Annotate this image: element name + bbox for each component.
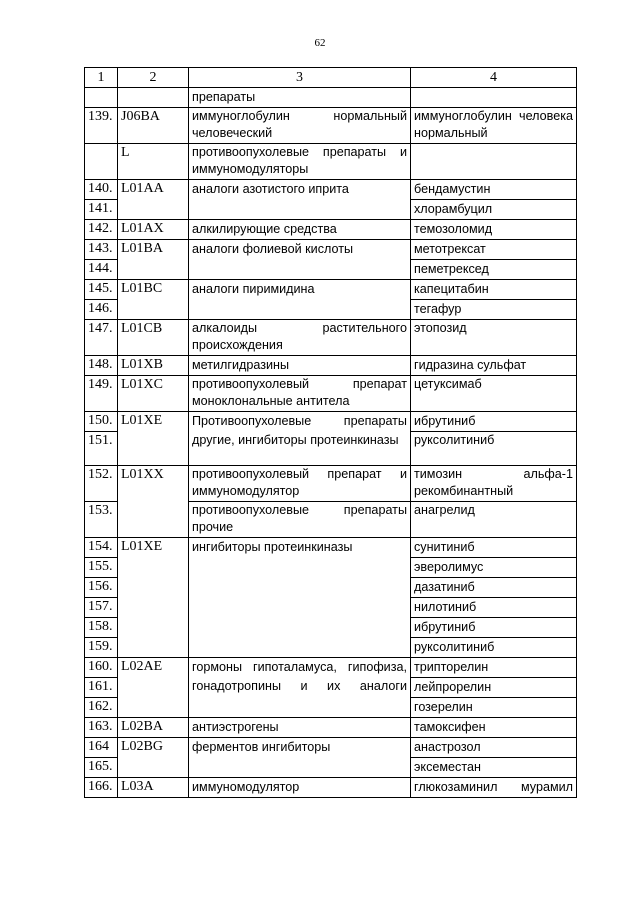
table-row [85,738,577,758]
drug-cell: ибрутиниб [411,412,577,432]
drug-cell: этопозид [411,320,577,356]
drug-cell: анастрозол [411,738,577,758]
drug-cell: нилотиниб [411,598,577,618]
column-header-drug: 4 [411,68,577,88]
table-row [85,356,577,376]
row-number: 144. [85,260,118,280]
atc-code: L [118,144,189,180]
group-cell: метилгидразины [189,356,411,376]
row-number: 145. [85,280,118,300]
atc-code: L02AE [118,658,189,718]
table-row [85,466,577,502]
column-header-group: 3 [189,68,411,88]
drug-cell: тегафур [411,300,577,320]
drug-cell: бендамустин [411,180,577,200]
drug-table [84,67,577,798]
table-row [85,180,577,200]
drug-cell: гозерелин [411,698,577,718]
row-number: 143. [85,240,118,260]
row-number: 139. [85,108,118,144]
row-number: 154. [85,538,118,558]
row-number: 156. [85,578,118,598]
atc-code: L02BG [118,738,189,778]
drug-cell: руксолитиниб [411,432,577,466]
row-number: 162. [85,698,118,718]
group-cell: антиэстрогены [189,718,411,738]
row-number: 155. [85,558,118,578]
atc-code: L01BA [118,240,189,280]
row-number: 166. [85,778,118,798]
group-cell: гормоны гипоталамуса, гипофиза, гонадотропины и их аналоги [189,658,411,718]
drug-cell: хлорамбуцил [411,200,577,220]
table-row [85,538,577,558]
drug-cell: глюкозаминил мурамил [411,778,577,798]
atc-code: L01XB [118,356,189,376]
row-number: 158. [85,618,118,638]
group-cell: ингибиторы протеинкиназы [189,538,411,658]
row-number: 140. [85,180,118,200]
row-number: 151. [85,432,118,466]
row-number: 159. [85,638,118,658]
atc-code: L01XC [118,376,189,412]
drug-cell: трипторелин [411,658,577,678]
table-row [85,108,577,144]
row-number: 141. [85,200,118,220]
drug-cell: тимозин альфа-1 рекомбинантный [411,466,577,502]
table-row [85,88,577,108]
table-row [85,144,577,180]
table-row [85,220,577,240]
drug-cell: ибрутиниб [411,618,577,638]
table-row [85,412,577,432]
drug-cell: дазатиниб [411,578,577,598]
drug-cell: эксеместан [411,758,577,778]
drug-cell: эверолимус [411,558,577,578]
table-row [85,376,577,412]
row-number: 153. [85,502,118,538]
atc-code: L01XX [118,466,189,538]
table-row [85,240,577,260]
row-number: 142. [85,220,118,240]
atc-code: L01BC [118,280,189,320]
group-cell: противоопухолевый препарат и иммуномодулятор [189,466,411,502]
group-cell: иммуноглобулин нормальный человеческий [189,108,411,144]
group-cell: противоопухолевые препараты прочие [189,502,411,538]
group-cell: препараты [189,88,411,108]
atc-code: J06BA [118,108,189,144]
drug-cell: тамоксифен [411,718,577,738]
drug-cell: сунитиниб [411,538,577,558]
row-number: 160. [85,658,118,678]
table-row [85,658,577,678]
group-cell: аналоги фолиевой кислоты [189,240,411,280]
group-cell: иммуномодулятор [189,778,411,798]
drug-cell: руксолитиниб [411,638,577,658]
row-number: 149. [85,376,118,412]
table-row [85,718,577,738]
row-number: 147. [85,320,118,356]
drug-cell: пеметрексед [411,260,577,280]
drug-cell: иммуноглобулин человека нормальный [411,108,577,144]
table-header-row [85,68,577,88]
row-number: 161. [85,678,118,698]
row-number: 148. [85,356,118,376]
group-cell: аналоги пиримидина [189,280,411,320]
group-cell: противоопухолевые препараты и иммуномодуляторы [189,144,411,180]
row-number: 146. [85,300,118,320]
column-header-number: 1 [85,68,118,88]
row-number: 150. [85,412,118,432]
row-number: 164 [85,738,118,758]
atc-code: L01CB [118,320,189,356]
group-cell: алкалоиды растительного происхождения [189,320,411,356]
table-row [85,280,577,300]
drug-cell: лейпрорелин [411,678,577,698]
group-cell: противоопухолевый препарат моноклональные антитела [189,376,411,412]
atc-code: L01AX [118,220,189,240]
group-cell: аналоги азотистого иприта [189,180,411,220]
drug-cell: метотрексат [411,240,577,260]
drug-cell: темозоломид [411,220,577,240]
atc-code: L03A [118,778,189,798]
group-cell: Противоопухолевые препараты другие, ингибиторы протеинкиназы [189,412,411,466]
group-cell: ферментов ингибиторы [189,738,411,778]
drug-cell: анагрелид [411,502,577,538]
drug-cell: цетуксимаб [411,376,577,412]
atc-code: L01AA [118,180,189,220]
row-number: 165. [85,758,118,778]
row-number: 157. [85,598,118,618]
atc-code: L01XE [118,538,189,658]
row-number: 163. [85,718,118,738]
table-row [85,320,577,356]
drug-cell: гидразина сульфат [411,356,577,376]
drug-cell: капецитабин [411,280,577,300]
page-number: 62 [314,37,326,49]
table-row [85,778,577,798]
row-number: 152. [85,466,118,502]
group-cell: алкилирующие средства [189,220,411,240]
atc-code: L01XE [118,412,189,466]
column-header-code: 2 [118,68,189,88]
atc-code: L02BA [118,718,189,738]
